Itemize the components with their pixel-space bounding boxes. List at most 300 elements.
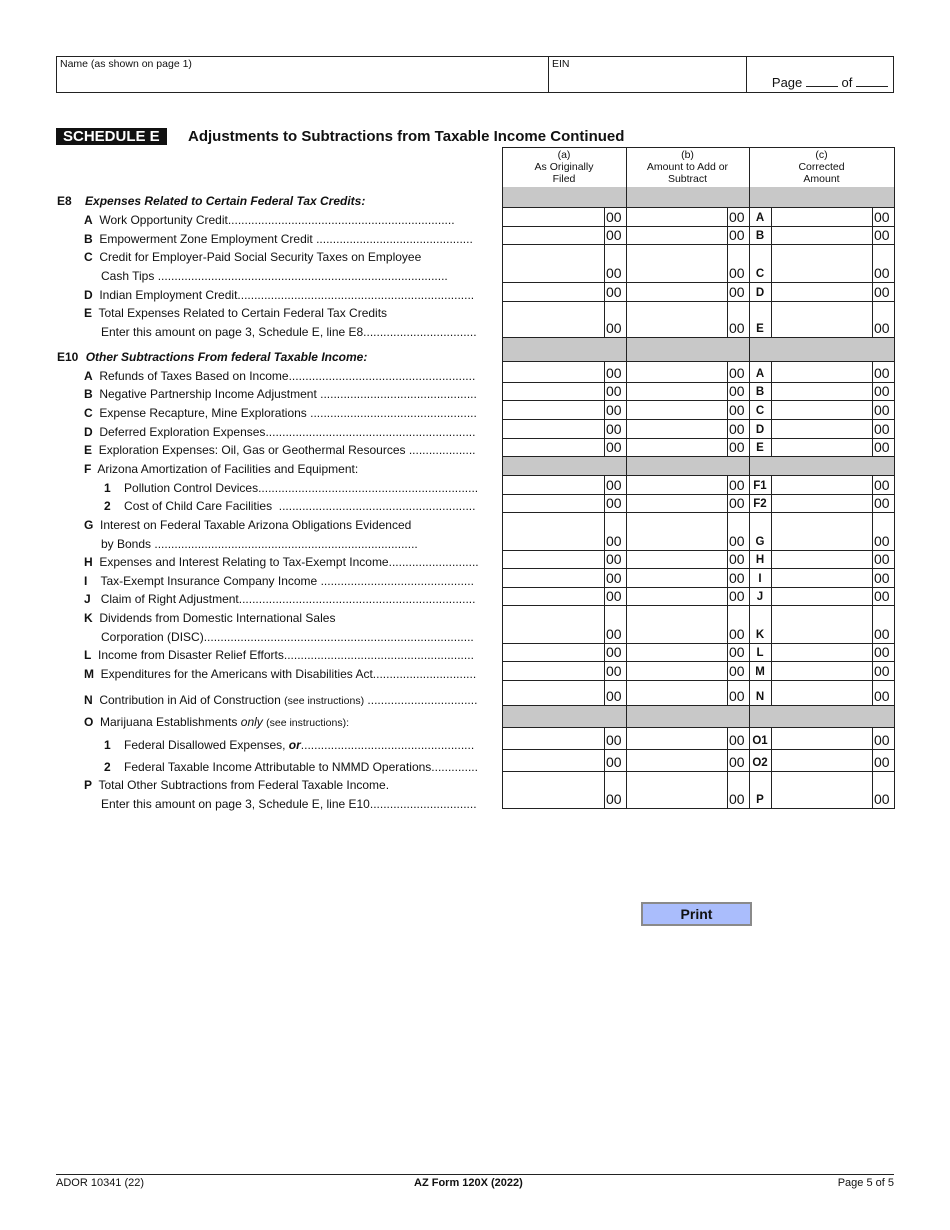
column-b-input[interactable] [627, 551, 726, 568]
cents-divider [604, 661, 605, 680]
cents-label: 00 [874, 570, 890, 586]
line-id-m: M [755, 666, 765, 678]
line-id-divider [771, 494, 772, 512]
cents-label: 00 [874, 383, 890, 399]
line-e10-d [84, 425, 475, 439]
cents-divider [872, 605, 873, 643]
cents-divider [872, 244, 873, 282]
line-e8-d [84, 288, 474, 302]
column-c-input[interactable] [772, 383, 871, 400]
cents-divider [727, 643, 728, 661]
cents-divider [872, 382, 873, 400]
cents-label: 00 [729, 320, 745, 336]
column-a-line2: Filed [552, 173, 576, 185]
column-a-input[interactable] [503, 420, 603, 438]
line-letter: 2 [104, 499, 111, 513]
line-letter: B [84, 232, 93, 246]
column-b-input[interactable] [627, 569, 726, 587]
cents-label: 00 [874, 495, 890, 511]
line-text: Marijuana Establishments [100, 715, 238, 729]
leader-dots: .............. [431, 760, 478, 774]
cents-label: 00 [606, 383, 622, 399]
cents-label: 00 [874, 227, 890, 243]
line-text: Tax-Exempt Insurance Company Income [100, 574, 318, 588]
cents-label: 00 [729, 227, 745, 243]
leader-dots: ......................................................... [283, 648, 474, 662]
line-e10-l [84, 648, 474, 662]
cents-label: 00 [729, 570, 745, 586]
cents-divider [604, 550, 605, 568]
cents-label: 00 [606, 402, 622, 418]
column-a-input[interactable] [503, 283, 603, 301]
line-letter: G [84, 518, 94, 532]
column-b-input[interactable] [627, 420, 726, 438]
cents-divider [727, 587, 728, 605]
cents-divider [727, 771, 728, 808]
cents-divider [872, 494, 873, 512]
cents-label: 00 [729, 663, 745, 679]
cents-label: 00 [729, 551, 745, 567]
line-text: Empowerment Zone Employment Credit [99, 232, 313, 246]
cents-label: 00 [729, 533, 745, 549]
column-a-input[interactable] [503, 302, 603, 337]
cents-label: 00 [729, 644, 745, 660]
column-a-input[interactable] [503, 588, 603, 605]
footer-form-title: AZ Form 120X (2022) [414, 1177, 523, 1189]
column-b-input[interactable] [627, 681, 726, 705]
column-a-input[interactable] [503, 606, 603, 643]
column-c-input[interactable] [772, 681, 871, 705]
line-letter: D [84, 425, 93, 439]
cents-label: 00 [874, 754, 890, 770]
line-e10-o [84, 715, 349, 730]
line-text: Expenditures for the Americans with Disabilities Act [100, 667, 373, 681]
cents-divider [604, 643, 605, 661]
column-c-input[interactable] [772, 283, 871, 301]
cents-label: 00 [874, 284, 890, 300]
cents-divider [604, 771, 605, 808]
cents-label: 00 [729, 365, 745, 381]
line-letter: 2 [104, 760, 111, 774]
cents-label: 00 [874, 663, 890, 679]
line-id-divider [771, 749, 772, 771]
leader-dots: ................................ [369, 797, 477, 811]
cents-divider [604, 301, 605, 337]
line-id-h: H [755, 554, 765, 566]
cents-label: 00 [729, 791, 745, 807]
line-e10-c [84, 406, 477, 420]
column-a-input[interactable] [503, 401, 603, 419]
cents-label: 00 [606, 588, 622, 604]
leader-dots: .................................................................. [258, 481, 479, 495]
shaded-bar [502, 456, 894, 475]
column-a-input[interactable] [503, 495, 603, 512]
cents-divider [604, 361, 605, 382]
column-b-input[interactable] [627, 750, 726, 771]
cents-label: 00 [874, 791, 890, 807]
cents-label: 00 [729, 495, 745, 511]
line-id-d: D [755, 424, 765, 436]
line-letter: E [84, 443, 93, 457]
cents-label: 00 [606, 421, 622, 437]
line-id-e: E [756, 442, 764, 454]
column-b-input[interactable] [627, 513, 726, 550]
leader-dots: ....................................................................... [237, 288, 475, 302]
cents-divider [604, 382, 605, 400]
line-id-p: P [756, 794, 764, 806]
column-c-input[interactable] [772, 401, 871, 419]
leader-dots: .................................................. [306, 406, 477, 420]
column-c-line1: Corrected [798, 161, 845, 173]
line-e10-j [84, 592, 475, 606]
cents-divider [727, 419, 728, 438]
column-b-input[interactable] [627, 772, 726, 808]
column-c-input[interactable] [772, 569, 871, 587]
line-letter: C [84, 250, 93, 264]
leader-dots: .................................. [363, 325, 477, 339]
cents-label: 00 [874, 551, 890, 567]
cents-label: 00 [729, 439, 745, 455]
name-label: Name (as shown on page 1) [60, 58, 192, 70]
line-text: Enter this amount on page 3, Schedule E, line E10 [101, 797, 370, 811]
line-id-c: C [755, 405, 765, 417]
of-label: of [841, 75, 853, 90]
column-b-input[interactable] [627, 439, 726, 456]
line-id-l: L [756, 647, 764, 659]
cents-divider [727, 605, 728, 643]
line-id-divider [771, 587, 772, 605]
line-e10-f1 [104, 481, 478, 495]
column-a-input[interactable] [503, 728, 603, 749]
line-e10-a [84, 369, 475, 383]
column-c-input[interactable] [772, 420, 871, 438]
line-text: Deferred Exploration Expenses [99, 425, 266, 439]
column-b-input[interactable] [627, 401, 726, 419]
shaded-bar [502, 337, 894, 361]
column-a-input[interactable] [503, 513, 603, 550]
cents-divider [872, 550, 873, 568]
column-rule [749, 147, 750, 809]
line-e10-k [84, 611, 335, 625]
cents-divider [727, 244, 728, 282]
column-c-input[interactable] [772, 750, 871, 771]
line-text: Total Other Subtractions from Federal Taxable Income. [98, 778, 390, 792]
column-c-input[interactable] [772, 208, 871, 226]
page-total-input[interactable] [856, 76, 888, 87]
line-text: Claim of Right Adjustment [100, 592, 239, 606]
line-e10-e [84, 443, 476, 457]
ein-label: EIN [552, 58, 570, 70]
column-a-input[interactable] [503, 439, 603, 456]
column-b-input[interactable] [627, 283, 726, 301]
line-id-k: K [755, 629, 765, 641]
column-rule [894, 147, 895, 809]
column-b-input[interactable] [627, 728, 726, 749]
line-letter: J [84, 592, 91, 606]
section-e8-heading [57, 194, 365, 208]
line-emphasis: only [240, 715, 263, 729]
cents-label: 00 [874, 421, 890, 437]
section-e8-code: E8 [57, 194, 72, 208]
line-text: Cost of Child Care Facilities [124, 499, 273, 513]
column-a-input[interactable] [503, 383, 603, 400]
column-c-input[interactable] [772, 227, 871, 244]
column-c-input[interactable] [772, 772, 871, 808]
cents-label: 00 [729, 588, 745, 604]
column-b-input[interactable] [627, 495, 726, 512]
cents-label: 00 [874, 644, 890, 660]
schedule-badge: SCHEDULE E [56, 128, 167, 145]
column-a-letter: (a) [557, 149, 571, 161]
column-a-input[interactable] [503, 750, 603, 771]
line-emphasis: or [288, 738, 301, 752]
line-letter: 1 [104, 481, 111, 495]
column-b-input[interactable] [627, 588, 726, 605]
line-text: Cash Tips [101, 269, 155, 283]
cents-divider [727, 727, 728, 749]
column-c-input[interactable] [772, 495, 871, 512]
line-id-divider [771, 282, 772, 301]
line-id-divider [771, 680, 772, 705]
cents-label: 00 [874, 688, 890, 704]
column-b-input[interactable] [627, 362, 726, 382]
cents-divider [727, 282, 728, 301]
column-b-input[interactable] [627, 662, 726, 680]
leader-dots: ............................................................... [265, 425, 476, 439]
line-letter: B [84, 387, 93, 401]
line-text: Enter this amount on page 3, Schedule E, line E8 [101, 325, 364, 339]
cents-divider [604, 749, 605, 771]
line-id-j: J [756, 591, 764, 603]
line-e8-e [84, 306, 387, 320]
column-b-letter: (b) [681, 149, 694, 161]
line-e10-i [84, 574, 474, 588]
column-b-input[interactable] [627, 606, 726, 643]
cents-divider [604, 207, 605, 226]
column-c-input[interactable] [772, 551, 871, 568]
cents-label: 00 [874, 265, 890, 281]
line-e8-a [84, 213, 490, 227]
cents-divider [604, 494, 605, 512]
page-number-input[interactable] [806, 76, 838, 87]
column-c-input[interactable] [772, 245, 871, 282]
line-text: Refunds of Taxes Based on Income [99, 369, 289, 383]
column-a-input[interactable] [503, 208, 603, 226]
cents-divider [727, 382, 728, 400]
line-id-divider [771, 244, 772, 282]
column-b-input[interactable] [627, 476, 726, 494]
cents-divider [872, 361, 873, 382]
cents-label: 00 [606, 495, 622, 511]
cents-divider [872, 749, 873, 771]
line-e8-e-cont [101, 325, 477, 339]
line-text: Negative Partnership Income Adjustment [99, 387, 317, 401]
column-c-input[interactable] [772, 728, 871, 749]
column-a-input[interactable] [503, 476, 603, 494]
leader-dots: ................................................................................. [203, 630, 474, 644]
cents-label: 00 [606, 533, 622, 549]
line-e10-f2 [104, 499, 475, 513]
cents-label: 00 [606, 626, 622, 642]
column-b-input[interactable] [627, 208, 726, 226]
column-a-input[interactable] [503, 362, 603, 382]
line-letter: H [84, 555, 93, 569]
cents-label: 00 [729, 626, 745, 642]
cents-label: 00 [606, 284, 622, 300]
row-rule [502, 337, 894, 338]
column-b-input[interactable] [627, 383, 726, 400]
line-letter: 1 [104, 738, 111, 752]
line-e10-b [84, 387, 477, 401]
print-button[interactable]: Print [641, 902, 752, 926]
cents-label: 00 [606, 320, 622, 336]
cents-divider [727, 207, 728, 226]
line-id-divider [771, 568, 772, 587]
cents-label: 00 [874, 439, 890, 455]
cents-label: 00 [874, 402, 890, 418]
leader-dots: ....................................................................... [238, 592, 476, 606]
row-rule [502, 808, 894, 809]
line-id-divider [771, 207, 772, 226]
page-number-field [747, 57, 894, 92]
column-c-input[interactable] [772, 302, 871, 337]
line-e10-p-cont [101, 797, 477, 811]
line-text: Federal Disallowed Expenses, [124, 738, 286, 752]
cents-label: 00 [606, 791, 622, 807]
column-a-input[interactable] [503, 644, 603, 661]
column-a-input[interactable] [503, 681, 603, 705]
line-letter: E [84, 306, 93, 320]
cents-divider [727, 438, 728, 456]
line-text: Contribution in Aid of Construction [99, 693, 281, 707]
column-rule [502, 147, 503, 809]
line-text: Expenses and Interest Relating to Tax-Exempt Income [99, 555, 389, 569]
line-e8-c [84, 250, 421, 264]
column-b-input[interactable] [627, 245, 726, 282]
line-id-divider [771, 226, 772, 244]
column-a-input[interactable] [503, 245, 603, 282]
cents-divider [727, 475, 728, 494]
line-text: Indian Employment Credit [99, 288, 238, 302]
cents-divider [872, 419, 873, 438]
line-text: Total Expenses Related to Certain Federal Tax Credits [98, 306, 388, 320]
column-b-input[interactable] [627, 644, 726, 661]
cents-label: 00 [874, 626, 890, 642]
cents-divider [727, 361, 728, 382]
column-a-input[interactable] [503, 772, 603, 808]
column-c-input[interactable] [772, 644, 871, 661]
column-c-input[interactable] [772, 606, 871, 643]
line-letter: O [84, 715, 94, 729]
name-field[interactable] [57, 57, 549, 92]
line-text: Pollution Control Devices [124, 481, 259, 495]
column-c-input[interactable] [772, 362, 871, 382]
column-c-input[interactable] [772, 588, 871, 605]
line-id-d: D [755, 287, 765, 299]
cents-divider [872, 226, 873, 244]
row-rule [502, 456, 894, 457]
line-letter: C [84, 406, 93, 420]
line-text: Work Opportunity Credit [99, 213, 228, 227]
page-label: Page [771, 75, 803, 90]
cents-divider [727, 550, 728, 568]
line-note: (see instructions): [266, 717, 349, 729]
line-id-divider [771, 400, 772, 419]
line-e10-n [84, 693, 477, 708]
line-id-b: B [755, 230, 765, 242]
line-letter: K [84, 611, 93, 625]
shaded-bar [502, 187, 894, 207]
section-e10-code: E10 [57, 350, 79, 364]
column-c-input[interactable] [772, 662, 871, 680]
ein-field[interactable] [549, 57, 747, 92]
line-text: Dividends from Domestic International Sales [99, 611, 336, 625]
line-letter: I [84, 574, 88, 588]
cents-divider [872, 438, 873, 456]
cents-divider [872, 727, 873, 749]
cents-divider [727, 568, 728, 587]
line-text: Exploration Expenses: Oil, Gas or Geothermal Resources [98, 443, 406, 457]
leader-dots: .............................................. [317, 574, 474, 588]
cents-divider [872, 587, 873, 605]
column-c-input[interactable] [772, 476, 871, 494]
line-e10-o1 [104, 738, 474, 752]
leader-dots: ........................................................ [288, 369, 476, 383]
line-e10-m [84, 667, 476, 681]
column-c-letter: (c) [815, 149, 828, 161]
section-e10-heading [57, 350, 367, 364]
cents-label: 00 [874, 588, 890, 604]
line-e10-f [84, 462, 358, 476]
cents-label: 00 [606, 477, 622, 493]
line-e10-p [84, 778, 389, 792]
line-id-b: B [755, 386, 765, 398]
taxpayer-header [56, 56, 894, 93]
column-b-input[interactable] [627, 302, 726, 337]
line-id-divider [771, 475, 772, 494]
cents-divider [604, 226, 605, 244]
leader-dots: .................................................... [300, 738, 475, 752]
line-id-divider [771, 550, 772, 568]
column-c-input[interactable] [772, 439, 871, 456]
cents-divider [872, 643, 873, 661]
column-c-input[interactable] [772, 513, 871, 550]
column-a-input[interactable] [503, 662, 603, 680]
cents-label: 00 [606, 688, 622, 704]
line-id-o2: O2 [752, 757, 768, 769]
cents-divider [604, 419, 605, 438]
column-c-line2: Amount [803, 173, 840, 185]
line-e8-c-cont [101, 269, 448, 283]
line-text: Expense Recapture, Mine Explorations [99, 406, 307, 420]
cents-divider [872, 680, 873, 705]
line-text: Credit for Employer-Paid Social Security Taxes on Employee [99, 250, 422, 264]
line-e8-b [84, 232, 490, 246]
line-id-divider [771, 605, 772, 643]
leader-dots: ....................................................................................... [154, 269, 448, 283]
column-a-input[interactable] [503, 551, 603, 568]
line-letter: M [84, 667, 94, 681]
column-a-input[interactable] [503, 569, 603, 587]
column-b-input[interactable] [627, 227, 726, 244]
line-text: Income from Disaster Relief Efforts [98, 648, 284, 662]
cents-label: 00 [874, 533, 890, 549]
row-rule [502, 705, 894, 706]
cents-label: 00 [874, 365, 890, 381]
line-text: Corporation (DISC) [101, 630, 204, 644]
column-a-input[interactable] [503, 227, 603, 244]
line-id-a: A [755, 212, 765, 224]
